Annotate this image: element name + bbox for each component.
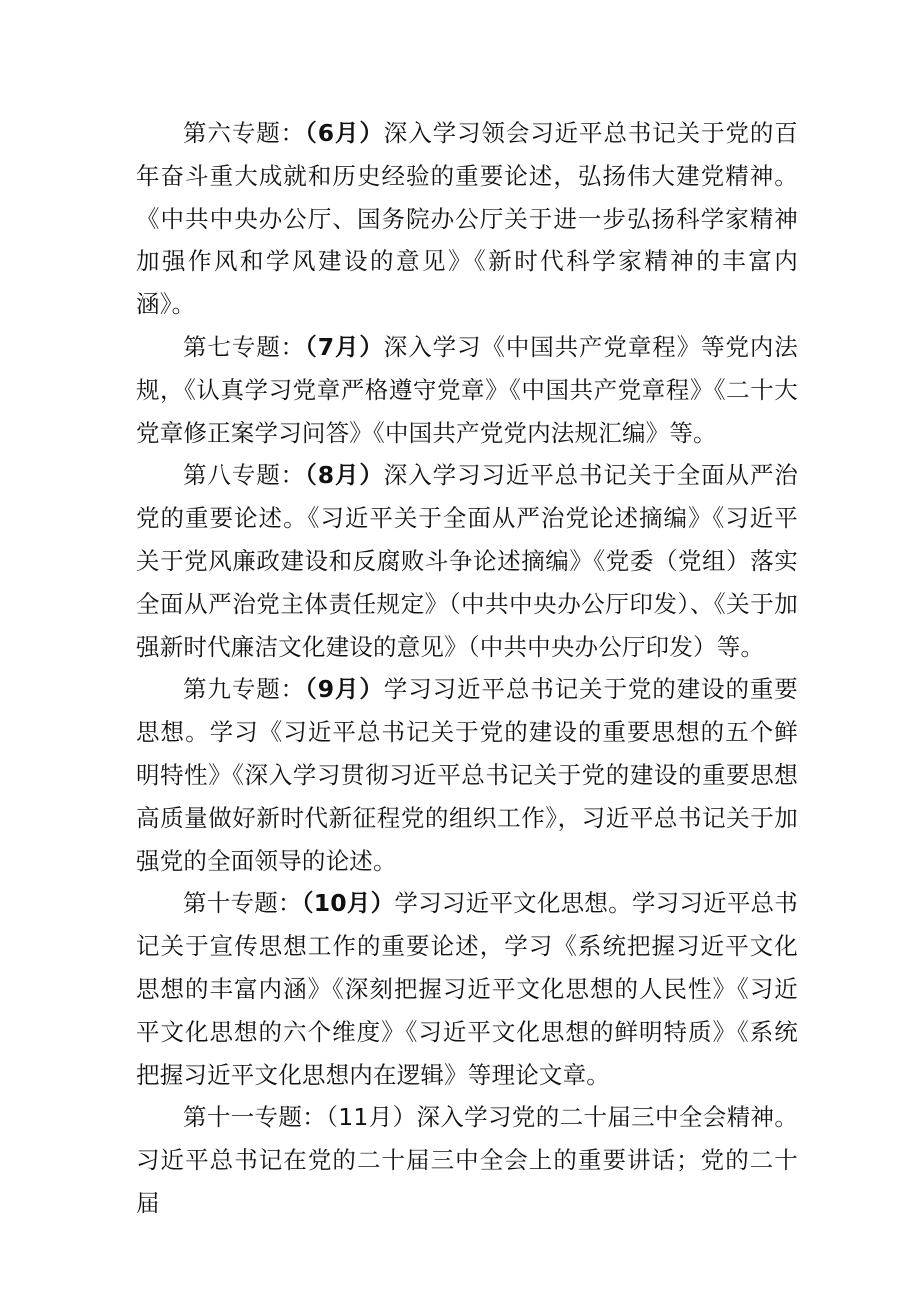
topic-lead: 第八专题： (183, 461, 306, 490)
topic-body: 学习习近平总书记关于党的建设的重要思想。学习《习近平总书记关于党的建设的重要思想的五个鲜明特性》《深入学习贯彻习近平总书记关于党的建设的重要思想高质量做好新时代新征程党的组织工作》，习近平总书记关于加强党的全面领导的论述。 (136, 675, 799, 875)
topic-month: （6月） (305, 119, 384, 147)
document-body (136, 112, 798, 1225)
topic-month: （9月） (305, 675, 384, 704)
topic-month: （11月） (326, 1103, 417, 1132)
paragraph-topic-9 (136, 668, 798, 882)
paragraph-topic-11 (136, 1096, 798, 1224)
topic-lead: 第六专题： (183, 119, 306, 147)
topic-month: （10月） (301, 889, 395, 918)
topic-body: 深入学习《中国共产党章程》等党内法规，《认真学习党章严格遵守党章》《中国共产党章程》《二十大党章修正案学习问答》《中国共产党党内法规汇编》等。 (136, 332, 799, 447)
topic-lead: 第九专题： (183, 675, 306, 704)
topic-lead: 第十专题： (183, 889, 302, 918)
topic-month: （8月） (305, 461, 384, 490)
paragraph-topic-6 (136, 112, 798, 326)
topic-body: 学习习近平文化思想。学习习近平总书记关于宣传思想工作的重要论述，学习《系统把握习近平文化思想的丰富内涵》《深刻把握习近平文化思想的人民性》《习近平文化思想的六个维度》《习近平文化思想的鲜明特质》《系统把握习近平文化思想内在逻辑》等理论文章。 (136, 889, 799, 1089)
paragraph-topic-8 (136, 454, 798, 668)
topic-body: 深入学习领会习近平总书记关于党的百年奋斗重大成就和历史经验的重要论述，弘扬伟大建党精神。《中共中央办公厅、国务院办公厅关于进一步弘扬科学家精神加强作风和学风建设的意见》《新时代科学家精神的丰富内涵》。 (136, 119, 799, 319)
paragraph-topic-10 (136, 882, 798, 1096)
topic-body: 深入学习习近平总书记关于全面从严治党的重要论述。《习近平关于全面从严治党论述摘编》《习近平关于党风廉政建设和反腐败斗争论述摘编》《党委（党组）落实全面从严治党主体责任规定》（中共中央办公厅印发）、《关于加强新时代廉洁文化建设的意见》（中共中央办公厅印发）等。 (136, 461, 799, 661)
topic-month: （7月） (305, 332, 384, 361)
paragraph-topic-7 (136, 326, 798, 454)
topic-lead: 第十一专题： (183, 1103, 327, 1132)
topic-body: 深入学习党的二十届三中全会精神。习近平总书记在党的二十届三中全会上的重要讲话；党的二十届 (136, 1103, 799, 1217)
topic-lead: 第七专题： (183, 332, 306, 361)
